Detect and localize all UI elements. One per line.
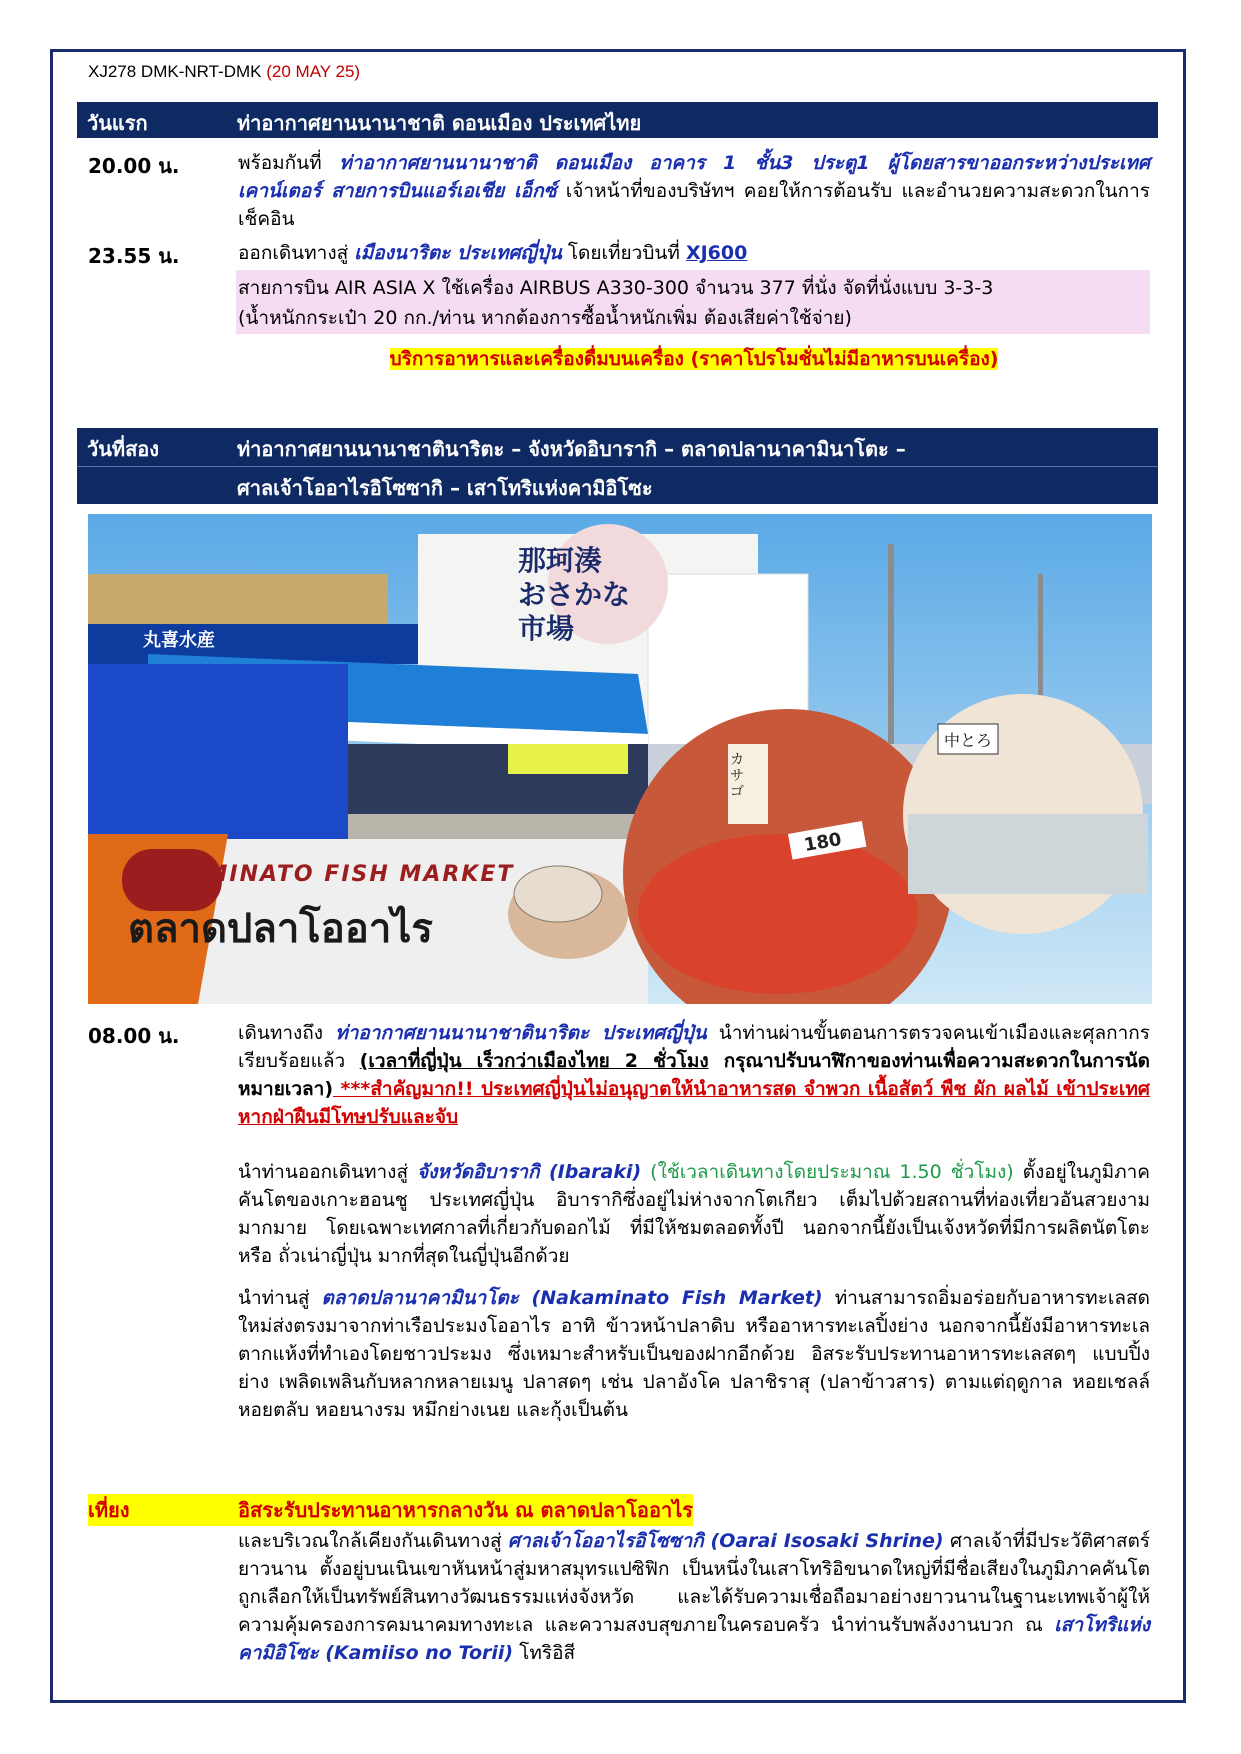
ibaraki-location: จังหวัดอิบารากิ (Ibaraki) — [417, 1161, 642, 1183]
text-segment: นำท่านออกเดินทางสู่ — [238, 1161, 418, 1183]
day1-band — [77, 102, 1158, 138]
flight-header — [88, 62, 360, 82]
market-text — [238, 1284, 1150, 1424]
meal-note: บริการอาหารและเครื่องดื่มบนเครื่อง (ราคาโปรโมชั่นไม่มีอาหารบนเครื่อง) — [389, 348, 999, 370]
lunch-text: อิสระรับประทานอาหารกลางวัน ณ ตลาดปลาโออาไร — [238, 1494, 693, 1526]
dmk-location: ท่าอากาศยานนานาชาติ ดอนเมือง อาคาร 1 ชั้น3 ประตู1 ผู้โดยสารขาออกระหว่างประเทศ เคาน์เตอร์ สายการบินแอร์เอเชีย เอ็กซ์ — [238, 152, 1150, 202]
day1-item1-text — [238, 149, 1150, 233]
flight-number-link[interactable]: XJ600 — [685, 242, 748, 264]
text-segment: โดยเที่ยวบินที่ — [561, 242, 686, 264]
aircraft-line1: สายการบิน AIR ASIA X ใช้เครื่อง AIRBUS A330-300 จำนวน 377 ที่นั่ง จัดที่นั่งแบบ 3-3-3 — [238, 277, 994, 299]
time-2355: 23.55 น. — [88, 244, 180, 268]
day2-title-line1: ท่าอากาศยานนานาชาตินาริตะ – จังหวัดอิบารากิ – ตลาดปลานาคามินาโตะ – — [237, 437, 906, 461]
food-import-warning: ***สำคัญมาก!! ประเทศญี่ปุ่นไม่อนุญาตให้นำอาหารสด จำพวก เนื้อสัตว์ พืช ผัก ผลไม้ เข้าประเทศ หากฝ่าฝืนมีโทษปรับและจับ — [238, 1078, 1150, 1128]
caption-english: NAKAMINATO FISH MARKET — [128, 862, 515, 887]
flight-code: XJ278 DMK-NRT-DMK — [88, 62, 262, 81]
fish-market-photo — [88, 514, 1152, 1004]
day2-title-line2: ศาลเจ้าโออาไรอิโซซากิ – เสาโทริแห่งคามิอิโซะ — [237, 476, 653, 500]
ibaraki-text — [238, 1158, 1150, 1270]
lunch-row — [88, 1494, 788, 1524]
lunch-time: เที่ยง — [88, 1494, 238, 1526]
narita-destination: เมืองนาริตะ ประเทศญี่ปุ่น — [354, 242, 562, 264]
sign-japanese: 那珂湊 おさかな 市場 — [518, 544, 631, 645]
shrine-text — [238, 1527, 1150, 1667]
travel-time-note: (ใช้เวลาเดินทางโดยประมาณ 1.50 ชั่วโมง) — [641, 1161, 1014, 1183]
text-segment: นำท่านสู่ — [238, 1287, 322, 1309]
day1-title: ท่าอากาศยานนานาชาติ ดอนเมือง ประเทศไทย — [237, 111, 642, 135]
market-location: ตลาดปลานาคามินาโตะ (Nakaminato Fish Market) — [321, 1287, 823, 1309]
narita-airport: ท่าอากาศยานนานาชาตินาริตะ ประเทศญี่ปุ่น — [335, 1022, 707, 1044]
price-tag-name: カサゴ — [730, 752, 744, 800]
text-segment: ออกเดินทางสู่ — [238, 242, 355, 264]
shop-sign: 丸喜水産 — [143, 630, 215, 651]
sushi-label: 中とろ — [944, 731, 993, 750]
text-segment: ท่านสามารถอิ่มอร่อยกับอาหารทะเลสดใหม่ส่งตรงมาจากท่าเรือประมงโออาไร อาทิ ข้าวหน้าปลาดิบ หรืออาหารทะเลปิ้งย่าง นอกจากนี้ยังมีอาหารทะเลตากแห้งที่ทำเองโดยชาวประมง ซึ่งเหมาะสำหรับเป็นของฝากอีกด้วย อิสระรับประทานอาหารทะเลสดๆ แบบปิ้งย่าง เพลิดเพลินกับหลากหลายเมนู ปลาสดๆ เช่น ปลาอังโค ปลาชิราสุ (ปลาข้าวสาร) ตามแต่ฤดูกาล หอยเชลล์ หอยตลับ หอยนางรม หมึกย่างเนย และกุ้งเป็นต้น — [238, 1287, 1150, 1421]
text-segment: เจ้าหน้าที่ของบริษัทฯ คอยให้การต้อนรับ และอำนวยความสะดวกในการเช็คอิน — [238, 180, 1150, 230]
day1-item2-text — [238, 239, 1150, 267]
caption-thai: ตลาดปลาโออาไร — [128, 906, 433, 952]
meal-note-wrap — [238, 345, 1150, 374]
text-segment: นำท่านผ่านขั้นตอนการตรวจคนเข้าเมืองและศุลกากร เรียบร้อยแล้ว — [238, 1022, 1151, 1072]
text-segment: พร้อมกันที่ — [238, 152, 340, 174]
arrival-text — [238, 1019, 1150, 1131]
price-tag-value: 180 — [802, 828, 844, 857]
text-segment: ตั้งอยู่ในภูมิภาคคันโตของเกาะฮอนชู ประเทศญี่ปุ่น อิบารากิซึ่งอยู่ไม่ห่างจากโตเกียว เต็มไปด้วยสถานที่ท่องเที่ยวอันสวยงามมากมาย โดยเฉพาะเทศกาลที่เกี่ยวกับดอกไม้ ที่มีให้ชมตลอดทั้งปี นอกจากนี้ยังเป็นเจ้งหวัดที่มีการผลิตนัตโตะ หรือ ถั่วเน่าญี่ปุ่น มากที่สุดในญี่ปุ่นอีกด้วย — [238, 1161, 1151, 1267]
day2-label: วันที่สอง — [87, 437, 160, 461]
time-difference-note: (เวลาที่ญี่ปุ่น เร็วกว่าเมืองไทย 2 ชั่วโมง — [359, 1050, 709, 1072]
time-2000: 20.00 น. — [88, 154, 180, 178]
aircraft-line2: (น้ำหนักกระเป๋า 20 กก./ท่าน หากต้องการซื้อน้ำหนักเพิ่ม ต้องเสียค่าใช้จ่าย) — [238, 307, 852, 329]
torii-location: เสาโทริแห่งคามิอิโซะ (Kamiiso no Torii) — [238, 1614, 1150, 1664]
band-divider — [77, 466, 1158, 467]
day2-band — [77, 428, 1158, 504]
shrine-location: ศาลเจ้าโออาไรอิโซซากิ (Oarai Isosaki Shrine) — [507, 1530, 944, 1552]
time-0800: 08.00 น. — [88, 1024, 180, 1048]
text-segment: เดินทางถึง — [238, 1022, 336, 1044]
clock-note: กรุณาปรับนาฬิกาของท่านเพื่อความสะดวกในการนัดหมายเวลา) — [238, 1050, 1150, 1100]
text-segment: ศาลเจ้าที่มีประวัติศาสตร์ยาวนาน ตั้งอยู่บนเนินเขาหันหน้าสู่มหาสมุทรแปซิฟิก เป็นหนึ่งในเสาโทริอิขนาดใหญ่ที่มีชื่อเสียงในภูมิภาคคันโต ถูกเลือกให้เป็นทรัพย์สินทางวัฒนธรรมแห่งจังหวัด และได้รับความเชื่อถือมาอย่างยาวนานในฐานะเทพเจ้าผู้ให้ความคุ้มครองการคมนาคมทางทะเล และความสงบสุขภายในครอบครัว นำท่านรับพลังงานบวก ณ — [238, 1530, 1151, 1636]
text-segment: และบริเวณใกล้เคียงกันเดินทางสู่ — [238, 1530, 508, 1552]
flight-date: (20 MAY 25) — [266, 62, 361, 81]
day1-label: วันแรก — [87, 111, 148, 135]
text-segment: โทริอิสี — [513, 1642, 576, 1664]
